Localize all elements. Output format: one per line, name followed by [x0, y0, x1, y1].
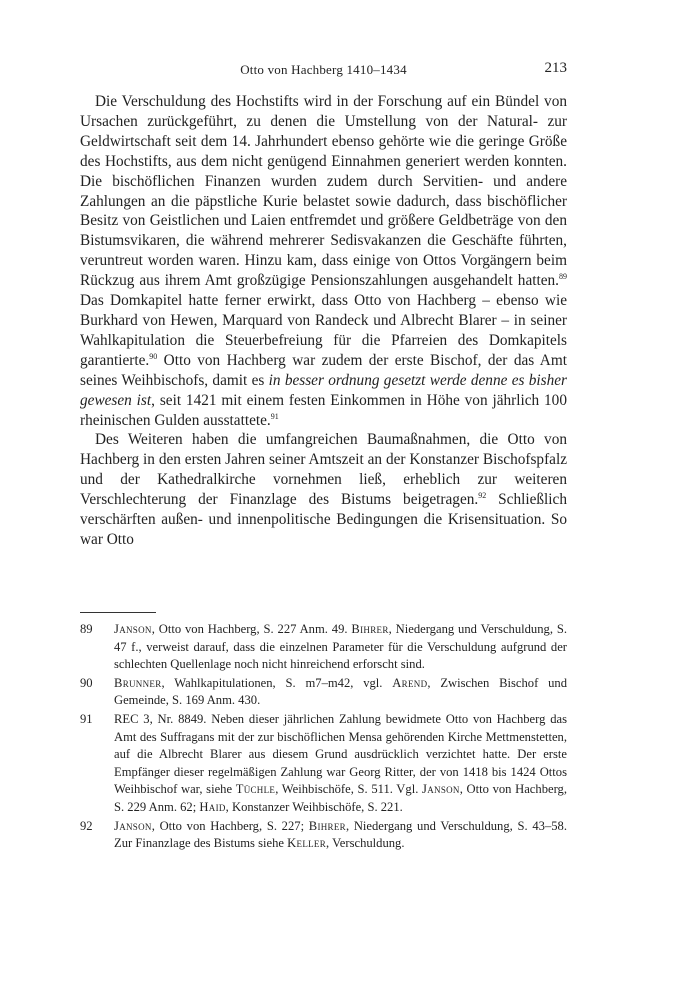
author-name: Janson	[114, 818, 152, 833]
author-name: Tüchle	[235, 782, 276, 797]
author-name: Janson	[114, 622, 152, 636]
footnote-89	[80, 621, 567, 674]
running-header	[80, 58, 567, 82]
body-text	[80, 92, 567, 550]
paragraph	[80, 430, 567, 549]
footnote-number: 90	[80, 675, 93, 690]
text-run: Otto von Hachberg war zudem der erste Bischof, der das Amt seines Weihbischofs, damit es	[80, 351, 567, 389]
author-name: Keller	[287, 836, 327, 851]
text-run: , Verschuldung.	[326, 836, 405, 851]
source-quote: in besser ordnung gesetzt werde denne es bisher gewesen ist	[80, 371, 567, 409]
footnote-ref: 92	[478, 491, 487, 501]
text-run: , Otto von Hachberg, S. 227;	[151, 818, 309, 833]
text-run: , Wahlkapitulationen, S. m7–m42, vgl.	[161, 675, 393, 690]
text-run: Die Verschuldung des Hochstifts wird in der Forschung auf ein Bündel von Ursachen zurückgeführt, zu denen die Umstellung von der Natural- zur Geldwirtschaft seit dem 14. Jahrhundert ebenso gehörte wie die geringe Größe des Hochstifts, aus dem nicht genügend Einnahmen generiert werden konnten. Die bischöflichen Finanzen wurden zudem durch Servitien- und andere Zahlungen an die päpstliche Kurie belastet sowie dadurch, dass bischöflicher Besitz von Geistlichen und Laien entfremdet und größere Geldbeträge von den Bistumsvikaren, die während mehrerer Sedisvakanzen die Geschäfte führten, veruntreut worden waren. Hinzu kam, dass einige von Ottos Vorgängern beim Rückzug aus ihrem Amt großzügige Pensionszahlungen ausgehandelt hatten.	[80, 93, 567, 290]
footnote-92	[80, 818, 567, 853]
text-run: , seit 1421 mit einem festen Einkommen in Höhe von jährlich 100 rheinischen Gulden ausstattete.	[80, 391, 567, 429]
author-name: Bihrer	[351, 622, 389, 636]
author-name: Janson	[422, 782, 460, 797]
author-name: Brunner	[114, 675, 162, 690]
footnote-ref: 89	[559, 272, 567, 282]
text-run: Schließlich verschärften außen- und innenpolitische Bedingungen die Krisensituation. So war Otto	[80, 491, 567, 548]
text-run: , Otto von Hachberg, S. 227 Anm. 49.	[151, 622, 352, 636]
text-run: Das Domkapitel hatte ferner erwirkt, dass Otto von Hachberg – ebenso wie Burkhard von Hewen, Marquard von Randeck und Albrecht Blarer – in seiner Wahlkapitulation die Steuerbefreiung für die Pfarreien des Domkapitels garantierte.	[80, 292, 567, 369]
text-run: , Niedergang und Verschuldung, S. 47 f., verweist darauf, dass die einzelnen Parameter für die Verschuldung aufgrund der schlechten Quellenlage noch nicht hinreichend erforscht sind.	[114, 622, 567, 672]
footnote-ref: 91	[270, 411, 279, 421]
text-run: , Weihbischöfe, S. 511. Vgl.	[275, 782, 423, 797]
running-title: Otto von Hachberg 1410–1434	[240, 62, 407, 77]
text-run: , Konstanzer Weihbischöfe, S. 221.	[225, 799, 403, 814]
author-name: Haid	[199, 799, 226, 814]
text-run: REC 3, Nr. 8849. Neben dieser jährlichen Zahlung bewidmete Otto von Hachberg das Amt des Suffragans mit der zur bischöflichen Mensa gehörenden Kirche Mettmenstetten, auf die Albrecht Blarer aus diesem Grund ausdrücklich verzichtet hatte. Der erste Empfänger dieser regelmäßigen Zahlung war Georg Ritter, der von 1418 bis 1424 Ottos Weihbischof war, siehe	[114, 711, 567, 797]
footnote-90	[80, 675, 567, 710]
text-run: , Otto von Hachberg, S. 229 Anm. 62;	[114, 782, 567, 814]
footnote-number: 89	[80, 622, 93, 636]
text-run: Des Weiteren haben die umfangreichen Baumaßnahmen, die Otto von Hachberg in den ersten Jahren seiner Amtszeit an der Konstanzer Bischofspfalz und der Kathedralkirche vornehmen ließ, erheblich zur weiteren Verschlechterung der Finanzlage des Bistums beigetragen.	[80, 431, 567, 509]
author-name: Arend	[392, 675, 428, 690]
paragraph	[80, 92, 567, 430]
page-number: 213	[544, 60, 567, 76]
footnote-ref: 90	[149, 351, 158, 361]
footnotes	[80, 621, 567, 854]
page	[80, 58, 567, 550]
footnote-number: 92	[80, 818, 93, 833]
footnote-separator	[80, 612, 156, 613]
footnote-number: 91	[80, 711, 93, 726]
author-name: Bihrer	[308, 818, 346, 833]
text-run: , Zwischen Bischof und Gemeinde, S. 169 Anm. 430.	[114, 675, 567, 708]
text-run: , Niedergang und Verschuldung, S. 43–58. Zur Finanzlage des Bistums siehe	[114, 818, 567, 851]
footnote-91	[80, 711, 567, 817]
